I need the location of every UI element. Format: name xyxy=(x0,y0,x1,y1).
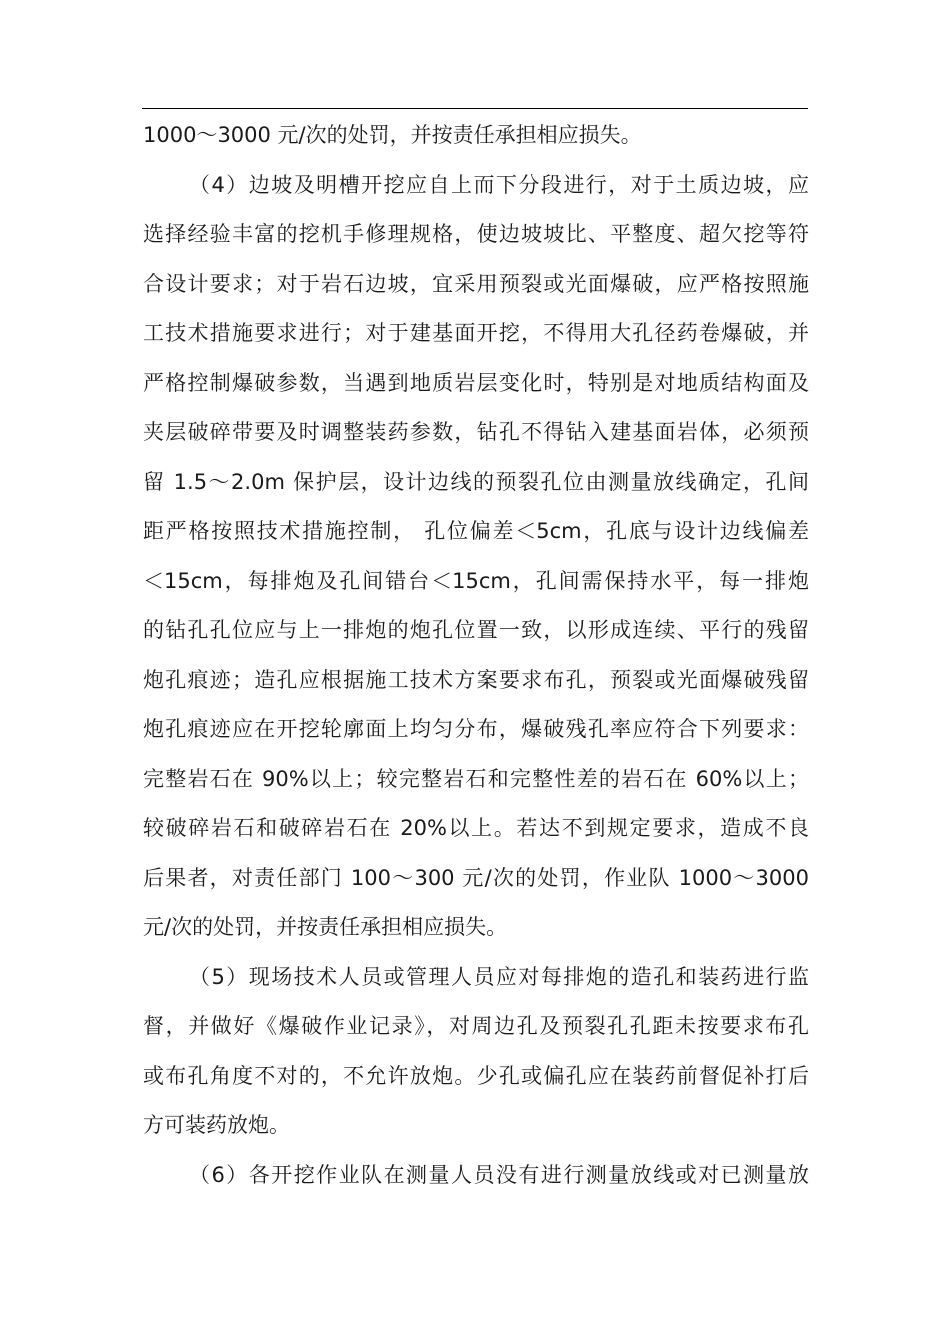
paragraph-6-first-line: （6）各开挖作业队在测量人员没有进行测量放线或对已测量放 xyxy=(189,1162,809,1187)
paragraph-5-first-line: （5）现场技术人员或管理人员应对每排炮的造孔和装药进行监 xyxy=(189,964,809,989)
text-line: 选择经验丰富的挖机手修理规格，使边坡坡比、平整度、超欠挖等符 xyxy=(143,222,809,246)
header-rule xyxy=(142,108,808,109)
paragraph-4-first-line: （4）边坡及明槽开挖应自上而下分段进行，对于土质边坡，应 xyxy=(189,172,809,197)
text-line: ＜15cm，每排炮及孔间错台＜15cm，孔间需保持水平，每一排炮 xyxy=(143,568,809,593)
text-line: 炮孔痕迹；造孔应根据施工技术方案要求布孔，预裂或光面爆破残留 xyxy=(143,667,809,692)
text-line: 1000～3000 元/次的处罚，并按责任承担相应损失。 xyxy=(143,123,642,147)
text-line: 距严格按照技术措施控制， 孔位偏差＜5cm，孔底与设计边线偏差 xyxy=(143,519,809,543)
text-line: 完整岩石在 90%以上；较完整岩石和完整性差的岩石在 60%以上； xyxy=(143,766,809,791)
text-line: 后果者，对责任部门 100～300 元/次的处罚，作业队 1000～3000 xyxy=(143,865,809,890)
text-line: 工技术措施要求进行；对于建基面开挖，不得用大孔径药卷爆破，并 xyxy=(143,321,809,345)
text-line: 督，并做好《爆破作业记录》，对周边孔及预裂孔孔距未按要求布孔 xyxy=(143,1014,809,1038)
text-line: 合设计要求；对于岩石边坡，宜采用预裂或光面爆破，应严格按照施 xyxy=(143,271,809,296)
text-line: 较破碎岩石和破碎岩石在 20%以上。若达不到规定要求，造成不良 xyxy=(143,816,809,840)
text-line: 严格控制爆破参数，当遇到地质岩层变化时，特别是对地质结构面及 xyxy=(143,370,809,395)
text-line: 的钻孔孔位应与上一排炮的炮孔位置一致，以形成连续、平行的残留 xyxy=(143,618,809,642)
text-line: 夹层破碎带要及时调整装药参数，钻孔不得钻入建基面岩体，必须预 xyxy=(143,420,809,444)
text-line: 炮孔痕迹应在开挖轮廓面上均匀分布，爆破残孔率应符合下列要求： xyxy=(143,717,809,741)
body-text xyxy=(143,111,809,1200)
text-line: 元/次的处罚，并按责任承担相应损失。 xyxy=(143,915,508,939)
text-line: 或布孔角度不对的，不允许放炮。少孔或偏孔应在装药前督促补打后 xyxy=(143,1063,809,1088)
text-line: 方可装药放炮。 xyxy=(143,1113,290,1137)
text-line: 留 1.5～2.0m 保护层，设计边线的预裂孔位由测量放线确定，孔间 xyxy=(143,469,809,494)
